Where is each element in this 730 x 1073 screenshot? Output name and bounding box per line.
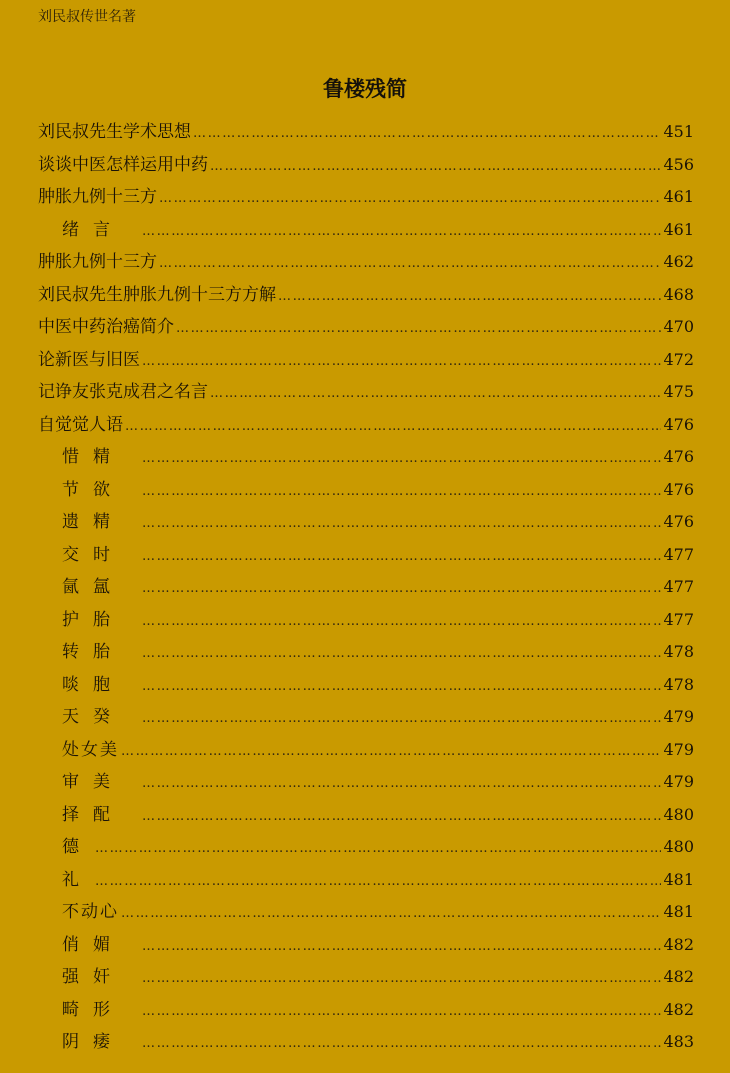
toc-entry[interactable] (38, 961, 694, 994)
toc-entry[interactable] (38, 636, 694, 669)
toc-entry-title: 氤氲 (62, 577, 124, 597)
toc-entry[interactable] (38, 864, 694, 897)
dot-leader (125, 411, 661, 444)
toc-page-number: 451 (663, 122, 694, 141)
dot-leader (95, 866, 661, 899)
toc-page-number: 476 (663, 512, 694, 531)
toc-entry-title: 审美 (62, 772, 124, 792)
toc-entry-title: 不动心 (62, 902, 119, 922)
toc-entry[interactable] (38, 116, 694, 149)
toc-entry-title: 俏媚 (62, 934, 124, 955)
toc-entry[interactable] (38, 831, 694, 864)
toc-entry-title: 阴痿 (62, 1032, 124, 1052)
toc-page-number: 478 (663, 674, 694, 694)
table-of-contents (38, 116, 694, 1059)
dot-leader (142, 476, 661, 509)
toc-entry[interactable] (38, 474, 694, 507)
toc-entry-title: 畸形 (62, 999, 124, 1020)
toc-page-number: 476 (663, 414, 694, 434)
dot-leader (142, 671, 661, 704)
section-title: 鲁楼残简 (323, 77, 407, 101)
toc-page-number: 480 (663, 804, 694, 824)
toc-entry-title: 强奸 (62, 967, 124, 987)
dot-leader (142, 1028, 661, 1061)
toc-page-number: 456 (663, 154, 694, 174)
dot-leader (142, 996, 661, 1029)
dot-leader (210, 378, 661, 411)
toc-entry-title: 交时 (62, 544, 124, 565)
dot-leader (142, 768, 661, 801)
toc-entry[interactable] (38, 799, 694, 832)
toc-page-number: 470 (663, 317, 694, 336)
toc-page-number: 479 (663, 772, 694, 791)
dot-leader (142, 931, 661, 964)
toc-page-number: 477 (663, 577, 694, 596)
dot-leader (142, 801, 661, 834)
toc-entry[interactable] (38, 149, 694, 182)
toc-page-number: 475 (663, 382, 694, 401)
toc-entry-title: 择配 (62, 804, 124, 825)
toc-entry[interactable] (38, 766, 694, 799)
toc-entry[interactable] (38, 539, 694, 572)
dot-leader (121, 736, 661, 769)
dot-leader (142, 703, 661, 736)
dot-leader (142, 216, 661, 249)
toc-page-number: 481 (663, 902, 694, 921)
toc-entry-title: 天癸 (62, 707, 124, 727)
toc-entry-title: 处女美 (62, 739, 119, 760)
dot-leader (210, 151, 661, 184)
toc-page-number: 482 (663, 967, 694, 986)
toc-entry[interactable] (38, 311, 694, 344)
toc-entry[interactable] (38, 506, 694, 539)
toc-page-number: 476 (663, 479, 694, 499)
toc-entry-title: 记诤友张克成君之名言 (38, 382, 208, 402)
dot-leader (121, 898, 661, 931)
toc-entry[interactable] (38, 896, 694, 929)
toc-entry-title: 肿胀九例十三方 (38, 252, 157, 272)
toc-entry-title: 刘民叔先生学术思想 (38, 122, 191, 142)
toc-entry-title: 节欲 (62, 479, 124, 500)
toc-page-number: 477 (663, 544, 694, 564)
toc-entry-title: 刘民叔先生肿胀九例十三方方解 (38, 284, 276, 305)
toc-entry-title: 德 (62, 837, 93, 857)
dot-leader (193, 118, 661, 151)
running-head: 刘民叔传世名著 (38, 9, 136, 25)
dot-leader (142, 638, 661, 671)
toc-entry[interactable] (38, 344, 694, 377)
toc-entry[interactable] (38, 279, 694, 312)
toc-entry[interactable] (38, 214, 694, 247)
toc-page-number: 479 (663, 707, 694, 726)
toc-entry-title: 护胎 (62, 609, 124, 630)
toc-entry[interactable] (38, 669, 694, 702)
dot-leader (278, 281, 661, 314)
toc-entry[interactable] (38, 1026, 694, 1059)
dot-leader (176, 313, 661, 346)
toc-page-number: 480 (663, 837, 694, 856)
toc-page-number: 461 (663, 187, 694, 206)
toc-entry[interactable] (38, 246, 694, 279)
toc-entry-title: 谈谈中医怎样运用中药 (38, 154, 208, 175)
toc-page-number: 461 (663, 219, 694, 239)
toc-page-number: 472 (663, 349, 694, 369)
toc-entry[interactable] (38, 929, 694, 962)
toc-entry[interactable] (38, 734, 694, 767)
toc-entry-title: 中医中药治癌简介 (38, 317, 174, 337)
dot-leader (159, 183, 661, 216)
toc-entry-title: 转胎 (62, 642, 124, 662)
toc-entry-title: 绪言 (62, 219, 124, 240)
toc-entry-title: 礼 (62, 869, 93, 890)
toc-entry[interactable] (38, 181, 694, 214)
toc-entry[interactable] (38, 376, 694, 409)
toc-entry-title: 啖胞 (62, 674, 124, 695)
toc-page-number: 479 (663, 739, 694, 759)
toc-entry[interactable] (38, 701, 694, 734)
toc-entry-title: 论新医与旧医 (38, 349, 140, 370)
dot-leader (95, 833, 661, 866)
toc-entry[interactable] (38, 994, 694, 1027)
toc-page-number: 481 (663, 869, 694, 889)
toc-page-number: 476 (663, 447, 694, 466)
toc-page-number: 482 (663, 999, 694, 1019)
dot-leader (142, 541, 661, 574)
toc-entry-title: 惜精 (62, 447, 124, 467)
toc-entry[interactable] (38, 571, 694, 604)
toc-entry-title: 遗精 (62, 512, 124, 532)
toc-entry-title: 自觉觉人语 (38, 414, 123, 435)
dot-leader (142, 573, 661, 606)
toc-page-number: 477 (663, 609, 694, 629)
toc-page-number: 483 (663, 1032, 694, 1051)
dot-leader (142, 346, 661, 379)
toc-entry[interactable] (38, 441, 694, 474)
dot-leader (142, 508, 661, 541)
toc-page-number: 478 (663, 642, 694, 661)
toc-entry-title: 肿胀九例十三方 (38, 187, 157, 207)
toc-page-number: 462 (663, 252, 694, 271)
toc-page-number: 482 (663, 934, 694, 954)
dot-leader (159, 248, 661, 281)
dot-leader (142, 963, 661, 996)
dot-leader (142, 443, 661, 476)
toc-entry[interactable] (38, 604, 694, 637)
toc-entry[interactable] (38, 409, 694, 442)
dot-leader (142, 606, 661, 639)
toc-page-number: 468 (663, 284, 694, 304)
